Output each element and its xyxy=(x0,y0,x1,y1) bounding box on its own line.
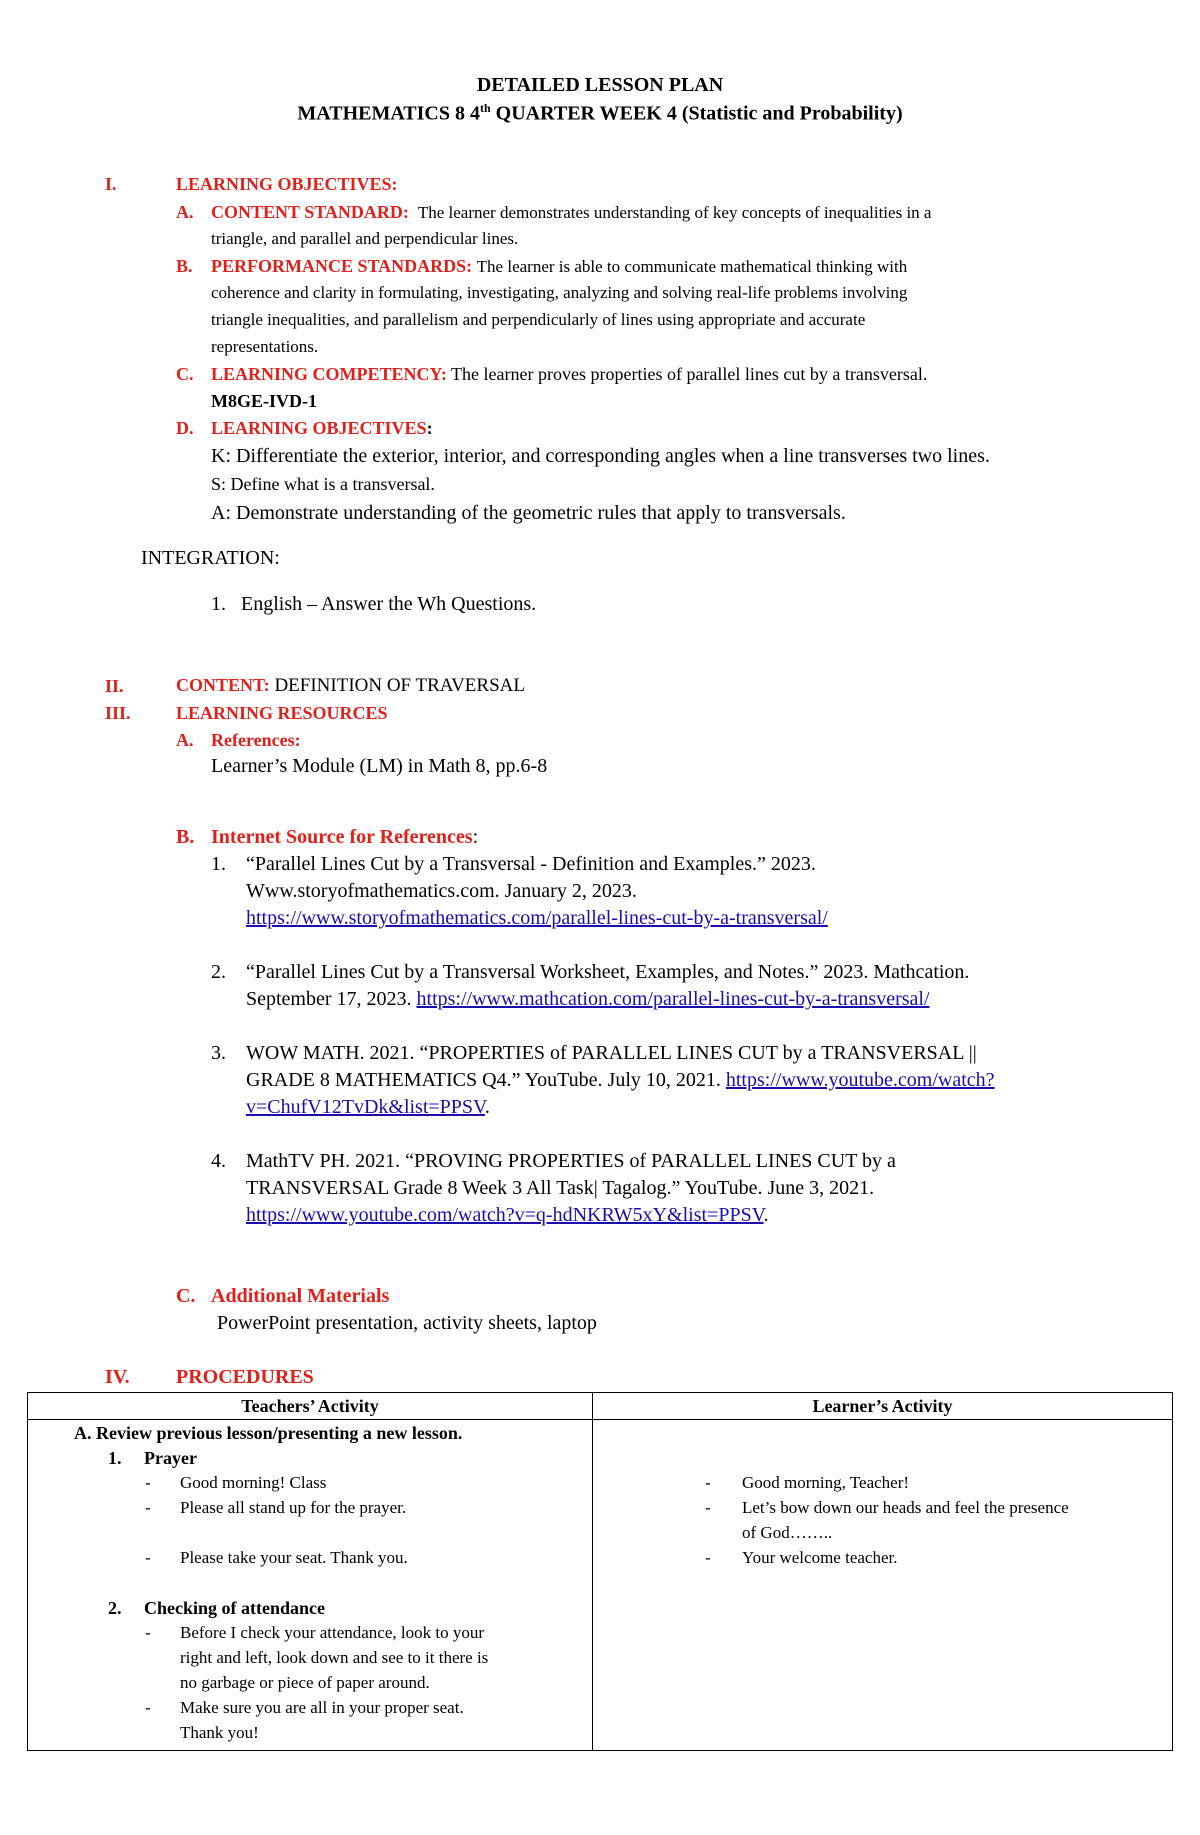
performance-standards xyxy=(211,256,907,277)
document-title: DETAILED LESSON PLAN xyxy=(476,74,724,96)
teacher-cell xyxy=(28,1420,593,1751)
prayer-learner-1: Good morning, Teacher! xyxy=(742,1473,910,1492)
ref-3-line-1: WOW MATH. 2021. “PROPERTIES of PARALLEL LINES CUT by a TRANSVERSAL || xyxy=(246,1042,977,1064)
prayer-learner-2b: of God…….. xyxy=(742,1523,833,1542)
ref-3-num: 3. xyxy=(211,1042,226,1064)
ref-3-source: GRADE 8 MATHEMATICS Q4.” YouTube. July 10, 2021. xyxy=(246,1069,726,1091)
ref-2-line-1: “Parallel Lines Cut by a Transversal Worksheet, Examples, and Notes.” 2023. Mathcation. xyxy=(246,961,970,983)
prayer-learner-3: Your welcome teacher. xyxy=(742,1548,898,1567)
ref-2-num: 2. xyxy=(211,961,226,983)
subtitle-rest: QUARTER WEEK 4 (Statistic and Probability) xyxy=(490,102,903,125)
learning-objectives-colon: : xyxy=(426,418,433,438)
prayer-num: 1. xyxy=(108,1448,122,1468)
objective-a: A: Demonstrate understanding of the geometric rules that apply to transversals. xyxy=(211,502,846,524)
internet-colon: : xyxy=(472,826,479,848)
prayer-learner-2a: Let’s bow down our heads and feel the presence xyxy=(742,1498,1069,1517)
letter-b: B. xyxy=(176,256,193,276)
learning-competency-text: The learner proves properties of parallel lines cut by a transversal. xyxy=(451,364,928,384)
competency-code: M8GE-IVD-1 xyxy=(211,391,317,411)
ref-3-period: . xyxy=(484,1096,490,1118)
dash-bullet: - xyxy=(145,1498,151,1517)
performance-standards-text-3: triangle inequalities, and parallelism and perpendicularly of lines using appropriate and accurate xyxy=(211,310,866,329)
attendance-label: Checking of attendance xyxy=(144,1598,325,1618)
ref-4-line-1: MathTV PH. 2021. “PROVING PROPERTIES of PARALLEL LINES CUT by a xyxy=(246,1150,896,1172)
performance-standards-text-2: coherence and clarity in formulating, investigating, analyzing and solving real-life problems involving xyxy=(211,283,908,302)
subtitle-sup: th xyxy=(480,101,491,115)
attendance-teacher-2a: Make sure you are all in your proper seat. xyxy=(180,1698,464,1717)
attendance-num: 2. xyxy=(108,1598,122,1618)
references-letter: A. xyxy=(176,730,194,750)
subtitle-main: MATHEMATICS 8 4 xyxy=(297,102,480,125)
performance-standards-text-4: representations. xyxy=(211,337,319,356)
learning-competency xyxy=(211,364,927,385)
learning-objectives-label: LEARNING OBJECTIVES xyxy=(211,418,427,438)
objective-s: S: Define what is a transversal. xyxy=(211,474,435,494)
prayer-teacher-1: Good morning! Class xyxy=(180,1473,327,1492)
letter-c: C. xyxy=(176,364,194,384)
attendance-teacher-1b: right and left, look down and see to it there is xyxy=(180,1648,489,1667)
content-line xyxy=(176,675,525,697)
content-text: DEFINITION OF TRAVERSAL xyxy=(269,675,525,696)
section-a-heading: A. Review previous lesson/presenting a new lesson. xyxy=(74,1423,463,1443)
ref-4-link[interactable]: https://www.youtube.com/watch?v=q-hdNKRW5xY&list=PPSV xyxy=(246,1204,764,1226)
document-subtitle xyxy=(0,101,1200,126)
additional-text: PowerPoint presentation, activity sheets, laptop xyxy=(217,1312,597,1334)
ref-2-link[interactable]: https://www.mathcation.com/parallel-lines-cut-by-a-transversal/ xyxy=(416,988,930,1010)
integration-label: INTEGRATION: xyxy=(141,547,280,569)
content-label: CONTENT: xyxy=(176,675,270,695)
objective-k: K: Differentiate the exterior, interior, and corresponding angles when a line transverses two lines. xyxy=(211,445,990,467)
ref-4-num: 4. xyxy=(211,1150,226,1172)
attendance-teacher-1a: Before I check your attendance, look to your xyxy=(180,1623,484,1642)
ref-2-line-2 xyxy=(246,988,930,1011)
content-standard-label: CONTENT STANDARD: xyxy=(211,202,409,222)
references-label: References: xyxy=(211,730,301,750)
content-standard-text: The learner demonstrates understanding of key concepts of inequalities in a xyxy=(417,203,932,222)
letter-a: A. xyxy=(176,202,194,222)
section-heading-objectives: LEARNING OBJECTIVES: xyxy=(176,174,398,194)
dash-bullet: - xyxy=(705,1473,711,1492)
column-header-learner: Learner’s Activity xyxy=(593,1393,1173,1420)
dash-bullet: - xyxy=(145,1698,151,1717)
additional-label: Additional Materials xyxy=(211,1285,390,1307)
dash-bullet: - xyxy=(145,1548,151,1567)
section-number-1: I. xyxy=(105,174,117,194)
performance-standards-text: The learner is able to communicate mathematical thinking with xyxy=(476,257,908,276)
ref-1-line-1: “Parallel Lines Cut by a Transversal - Definition and Examples.” 2023. xyxy=(246,853,816,875)
content-standard-text-2: triangle, and parallel and perpendicular lines. xyxy=(211,229,519,248)
section-number-2: II. xyxy=(105,676,124,696)
attendance-teacher-1c: no garbage or piece of paper around. xyxy=(180,1673,430,1692)
table-row xyxy=(28,1420,1173,1751)
learning-objectives-subheading xyxy=(211,418,433,439)
ref-2-date: September 17, 2023. xyxy=(246,988,417,1010)
section-heading-resources: LEARNING RESOURCES xyxy=(176,703,388,723)
ref-3-line-3 xyxy=(246,1096,490,1119)
dash-bullet: - xyxy=(145,1623,151,1642)
section-number-3: III. xyxy=(105,703,131,723)
teacher-activity xyxy=(28,1420,592,1750)
learner-cell xyxy=(593,1420,1173,1751)
internet-label: Internet Source for References xyxy=(211,826,473,848)
performance-standards-label: PERFORMANCE STANDARDS: xyxy=(211,256,473,276)
ref-3-line-2 xyxy=(246,1069,995,1092)
ref-1-line-2: Www.storyofmathematics.com. January 2, 2023. xyxy=(246,880,637,902)
ref-3-link-part-2[interactable]: v=ChufV12TvDk&list=PPSV xyxy=(246,1096,485,1118)
ref-1-num: 1. xyxy=(211,853,226,875)
references-text: Learner’s Module (LM) in Math 8, pp.6-8 xyxy=(211,755,548,777)
internet-letter: B. xyxy=(176,826,195,848)
ref-1-link[interactable]: https://www.storyofmathematics.com/parallel-lines-cut-by-a-transversal/ xyxy=(246,907,828,929)
letter-d: D. xyxy=(176,418,194,438)
learner-activity xyxy=(593,1420,1172,1750)
integration-item-num: 1. xyxy=(211,593,226,615)
ref-3-link-part-1[interactable]: https://www.youtube.com/watch? xyxy=(725,1069,995,1091)
ref-4-line-2: TRANSVERSAL Grade 8 Week 3 All Task| Tagalog.” YouTube. June 3, 2021. xyxy=(246,1177,875,1199)
table-header-row xyxy=(28,1393,1173,1420)
learning-competency-label: LEARNING COMPETENCY: xyxy=(211,364,447,384)
dash-bullet: - xyxy=(145,1473,151,1492)
section-heading-procedures: PROCEDURES xyxy=(176,1366,314,1388)
section-number-4: IV. xyxy=(105,1366,130,1388)
column-header-teacher: Teachers’ Activity xyxy=(28,1393,593,1420)
dash-bullet: - xyxy=(705,1548,711,1567)
additional-letter: C. xyxy=(176,1285,196,1307)
ref-1-link-line xyxy=(246,907,828,930)
internet-heading xyxy=(211,826,478,849)
integration-item-text: English – Answer the Wh Questions. xyxy=(241,593,537,615)
ref-4-line-3 xyxy=(246,1204,769,1227)
prayer-label: Prayer xyxy=(144,1448,197,1468)
prayer-teacher-3: Please take your seat. Thank you. xyxy=(180,1548,408,1567)
content-standard xyxy=(211,202,931,223)
dash-bullet: - xyxy=(705,1498,711,1517)
procedures-table xyxy=(27,1392,1173,1751)
prayer-teacher-2: Please all stand up for the prayer. xyxy=(180,1498,407,1517)
attendance-teacher-2b: Thank you! xyxy=(180,1723,259,1742)
ref-4-period: . xyxy=(763,1204,769,1226)
